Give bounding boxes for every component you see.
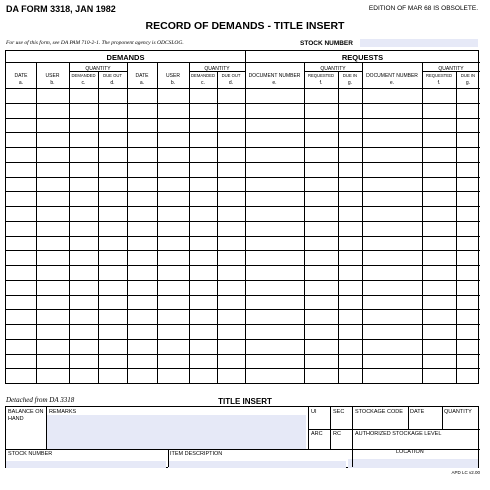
table-row-rule (6, 250, 480, 251)
balance-on-hand-label: BALANCE ON HAND (8, 409, 44, 422)
col-requested-2: REQUESTED (425, 73, 453, 78)
demands-section-title: DEMANDS (106, 53, 145, 62)
col-demanded-1: DEMANDED (71, 73, 96, 78)
sec-label: SEC (333, 409, 345, 415)
col-document-number-1-letter: e. (272, 80, 277, 86)
insert-column-line (408, 407, 409, 429)
section-divider (245, 51, 246, 383)
col-document-number-1: DOCUMENT NUMBER (248, 73, 301, 79)
col-document-number-2: DOCUMENT NUMBER (366, 73, 418, 79)
demands-requests-grid (5, 50, 479, 384)
col-user-1: USER (45, 73, 60, 79)
requests-quantity-header-1: QUANTITY (320, 66, 346, 72)
quantity-label: QUANTITY (444, 409, 472, 415)
header-bottom-rule (6, 88, 480, 89)
table-row-rule (6, 162, 480, 163)
table-row-rule (6, 132, 480, 133)
insert-row-rule (308, 429, 480, 430)
edition-note: EDITION OF MAR 68 IS OBSOLETE. (368, 5, 478, 12)
title-insert-heading: TITLE INSERT (218, 397, 272, 406)
authorized-stockage-level-label: AUTHORIZED STOCKAGE LEVEL (355, 431, 442, 437)
col-due-out-2-letter: d. (228, 80, 234, 86)
title-insert-block (5, 406, 479, 468)
col-due-in-2: DUE IN (460, 73, 476, 78)
rc-label: RC (333, 431, 341, 437)
table-row-rule (6, 265, 480, 266)
col-due-in-2-letter: g. (465, 80, 471, 86)
table-row-rule (6, 339, 480, 340)
col-requested-1: REQUESTED (307, 73, 335, 78)
stockage-code-label: STOCKAGE CODE (355, 409, 403, 415)
table-row-rule (6, 191, 480, 192)
location-label: LOCATION (396, 449, 424, 455)
page-title: RECORD OF DEMANDS - TITLE INSERT (145, 20, 345, 32)
col-user-2-letter: b. (170, 80, 176, 86)
col-date-2: DATE (135, 73, 149, 79)
column-line (36, 62, 37, 383)
col-user-1-letter: b. (50, 80, 55, 86)
table-row-rule (6, 147, 480, 148)
arc-label: ARC (311, 431, 323, 437)
insert-column-line (46, 407, 47, 449)
column-line (422, 62, 423, 383)
demands-quantity-header-2: QUANTITY (204, 66, 230, 72)
column-line (304, 62, 305, 383)
column-line (362, 62, 363, 383)
col-demanded-1-letter: c. (81, 80, 86, 86)
column-line (189, 62, 190, 383)
column-line (69, 62, 70, 383)
insert-column-line (168, 449, 169, 467)
table-row-rule (6, 309, 480, 310)
col-date-1-letter: a. (18, 80, 24, 86)
column-line (157, 62, 158, 383)
quantity-rule-4 (422, 71, 480, 72)
table-row-rule (6, 177, 480, 178)
table-row-rule (6, 280, 480, 281)
col-demanded-2: DEMANDED (191, 73, 215, 78)
insert-row-rule (6, 449, 480, 450)
col-user-2: USER (166, 73, 180, 79)
apd-version: APD LC v2.00 (451, 470, 480, 475)
stock-number-label: STOCK NUMBER (300, 40, 353, 47)
col-requested-1-letter: f. (319, 80, 323, 86)
table-row-rule (6, 221, 480, 222)
col-requested-2-letter: f. (437, 80, 441, 86)
form-number: DA FORM 3318, JAN 1982 (6, 4, 116, 14)
location-field[interactable] (348, 459, 478, 468)
stock-number-insert-label: STOCK NUMBER (8, 451, 53, 457)
quantity-rule-3 (304, 71, 362, 72)
table-row-rule (6, 236, 480, 237)
item-description-field[interactable] (168, 461, 346, 468)
col-due-in-1: DUE IN (342, 73, 358, 78)
col-date-2-letter: a. (139, 80, 145, 86)
col-due-out-1-letter: d. (110, 80, 115, 86)
col-due-in-1-letter: g. (347, 80, 353, 86)
section-header-rule (6, 62, 480, 63)
item-description-label: ITEM DESCRIPTION (170, 451, 223, 457)
table-row-rule (6, 295, 480, 296)
stock-number-field[interactable] (360, 39, 478, 47)
col-due-out-2: DUE OUT (221, 73, 241, 78)
col-demanded-2-letter: c. (201, 80, 205, 86)
table-row-rule (6, 118, 480, 119)
insert-column-line (308, 407, 309, 449)
table-row-rule (6, 103, 480, 104)
insert-column-line (442, 407, 443, 429)
ui-label: UI (311, 409, 317, 415)
col-due-out-1: DUE OUT (103, 73, 122, 78)
table-row-rule (6, 206, 480, 207)
column-line (127, 62, 128, 383)
demands-quantity-header-1: QUANTITY (85, 66, 111, 72)
col-date-1: DATE (14, 73, 28, 79)
requests-quantity-header-2: QUANTITY (438, 66, 464, 72)
stock-number-field-insert[interactable] (6, 461, 166, 468)
insert-column-line (330, 407, 331, 449)
col-document-number-2-letter: e. (389, 80, 395, 86)
use-note: For use of this form, see DA PAM 710-2-1. The proponent agency is ODCSLOG. (6, 40, 184, 46)
remarks-field[interactable] (46, 415, 306, 449)
remarks-label: REMARKS (49, 409, 77, 415)
table-row-rule (6, 324, 480, 325)
table-row-rule (6, 354, 480, 355)
requests-section-title: REQUESTS (341, 53, 384, 62)
table-row-rule (6, 368, 480, 369)
insert-column-line (352, 407, 353, 467)
date-label: DATE (410, 409, 425, 415)
detached-note: Detached from DA 3318 (6, 396, 75, 404)
